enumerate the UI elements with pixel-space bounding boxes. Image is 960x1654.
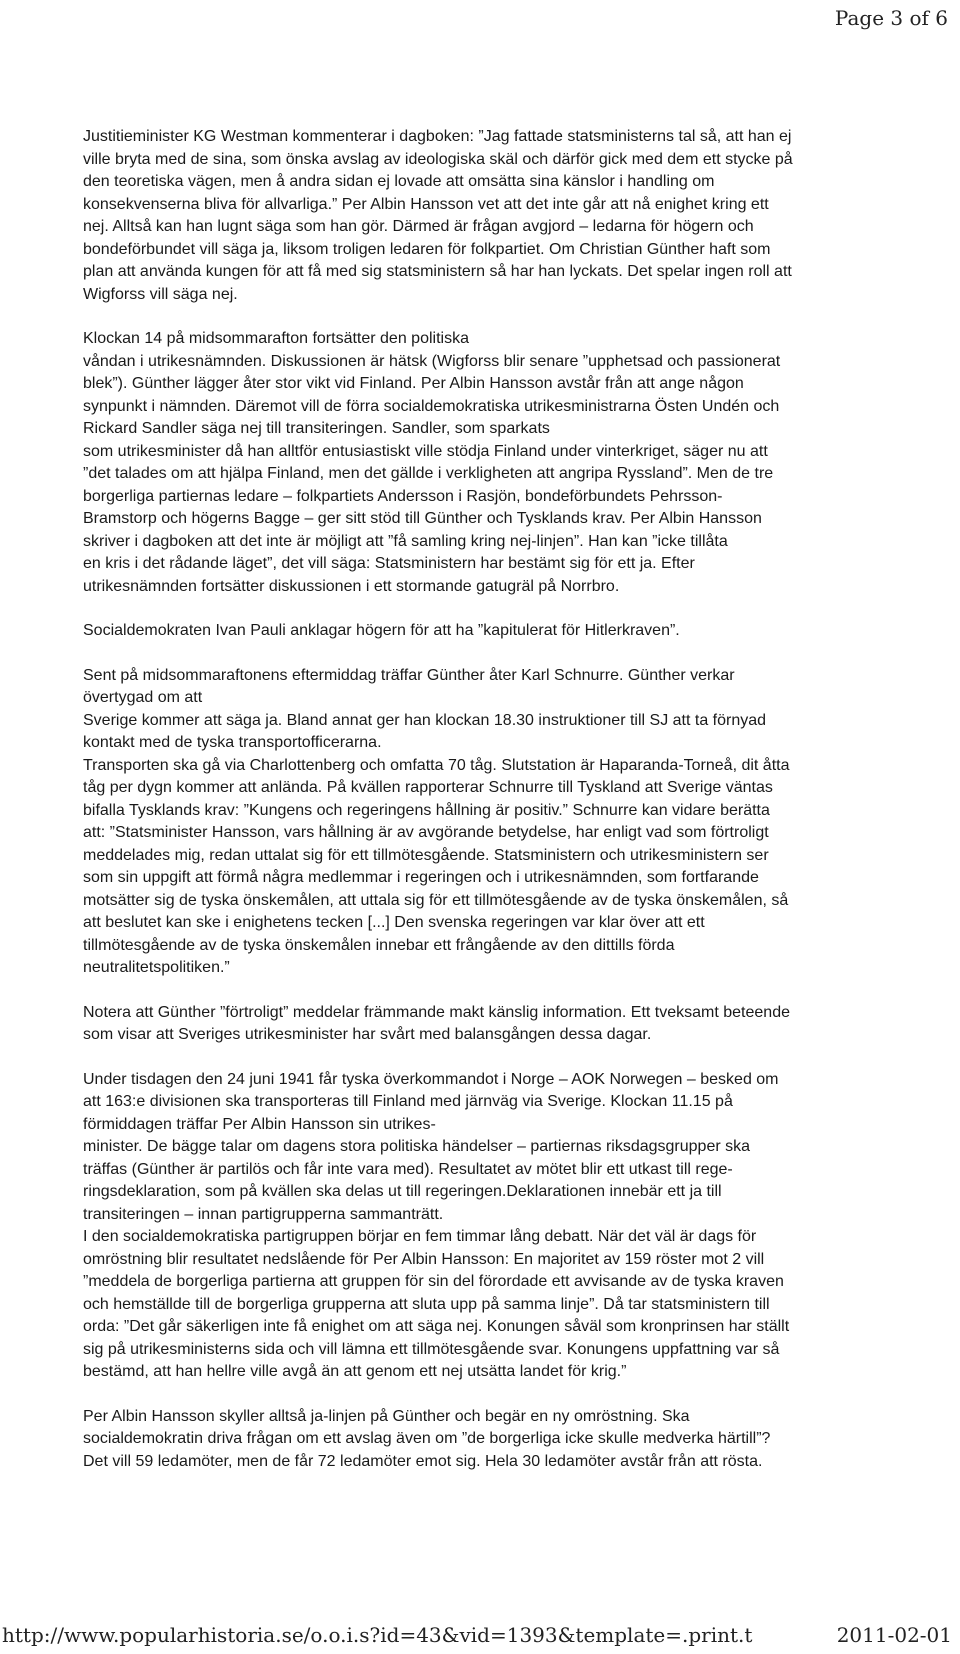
paragraph-line: transiteringen – innan partigrupperna sammanträtt.	[83, 1205, 444, 1223]
paragraph-line: som sin uppgift att förmå några medlemmar i regeringen och i utrikesnämnden, som fortfarande	[83, 869, 759, 886]
paragraph-line: att: ”Statsminister Hansson, vars hållning är av avgörande betydelse, har enligt vad som förtroligt	[83, 824, 769, 841]
paragraph-line: Notera att Günther ”förtroligt” meddelar främmande makt känslig information. Ett tveksamt beteende	[83, 1003, 790, 1021]
paragraph-line: och hemställde till de borgerliga grupperna att sluta upp på samma linje”. Då tar statsministern till	[83, 1295, 770, 1313]
article-paragraph	[83, 126, 883, 306]
paragraph-line: ringsdeklaration, som på kvällen ska delas ut till regeringen.Deklarationen innebär ett ja till	[83, 1183, 722, 1200]
article-paragraph	[83, 1406, 883, 1474]
paragraph-line: bondeförbundet vill säga ja, liksom troligen ledaren för folkpartiet. Om Christian Günther haft som	[83, 240, 771, 258]
paragraph-line: socialdemokratin driva frågan om ett avslag även om ”de borgerliga icke skulle medverka härtill”?	[83, 1430, 771, 1447]
paragraph-line: att beslutet kan ske i enighetens tecken [...] Den svenska regeringen var klar över att ett	[83, 914, 705, 931]
paragraph-line: träffas (Günther är partilös och får inte vara med). Resultatet av mötet blir ett utkast till rege-	[83, 1160, 733, 1178]
paragraph-line: konsekvenserna bliva för allvarliga.” Per Albin Hansson vet att det inte går att nå enighet kring ett	[83, 195, 769, 213]
paragraph-line: bestämd, att han hellre ville avgå än att genom ett nej utsätta landet för krig.”	[83, 1363, 627, 1380]
paragraph-line: ville bryta med de sina, som önska avslag av ideologiska skäl och därför gick med dem ett stycke på	[83, 150, 793, 168]
article-paragraph	[83, 620, 883, 643]
paragraph-spacer	[83, 598, 883, 620]
paragraph-line: omröstning blir resultatet nedslående för Per Albin Hansson: En majoritet av 159 röster mot 2 vill	[83, 1250, 765, 1268]
article-paragraph	[83, 328, 883, 598]
paragraph-line: Transporten ska gå via Charlottenberg och omfatta 70 tåg. Slutstation är Haparanda-Torneå, dit åtta	[83, 756, 790, 774]
paragraph-line: blek”). Günther lägger åter stor vikt vid Finland. Per Albin Hansson avstår från att ange någon	[83, 375, 744, 392]
paragraph-line: Klockan 14 på midsommarafton fortsätter den politiska	[83, 330, 469, 347]
paragraph-line: Justitieminister KG Westman kommenterar i dagboken: ”Jag fattade statsministerns tal så, att han ej	[83, 128, 792, 145]
paragraph-line: Per Albin Hansson skyller alltså ja-linjen på Günther och begär en ny omröstning. Ska	[83, 1407, 690, 1425]
paragraph-line: Sent på midsommaraftonens eftermiddag träffar Günther åter Karl Schnurre. Günther verkar	[83, 666, 735, 684]
paragraph-line: förmiddagen träffar Per Albin Hansson sin utrikes-	[83, 1115, 436, 1133]
article-paragraph	[83, 665, 883, 980]
page-number: Page 3 of 6	[834, 6, 948, 30]
paragraph-line: Rickard Sandler säga nej till transiteringen. Sandler, som sparkats	[83, 420, 550, 437]
paragraph-line: kontakt med de tyska transportofficerarna.	[83, 734, 382, 751]
paragraph-line: synpunkt i nämnden. Däremot vill de förra socialdemokratiska utrikesministrarna Östen Undén och	[83, 397, 780, 415]
footer-url[interactable]: http://www.popularhistoria.se/o.o.i.s?id=43&vid=1393&template=.print.t	[2, 1623, 753, 1647]
paragraph-line: Det vill 59 ledamöter, men de får 72 ledamöter emot sig. Hela 30 ledamöter avstår från att rösta.	[83, 1452, 763, 1470]
article-body	[83, 126, 883, 1473]
paragraph-line: meddelades mig, redan uttalat sig för ett tillmötesgående. Statsministern och utrikesministern ser	[83, 846, 769, 864]
paragraph-line: Wigforss vill säga nej.	[83, 285, 238, 303]
paragraph-line: Socialdemokraten Ivan Pauli anklagar högern för att ha ”kapitulerat för Hitlerkraven”.	[83, 622, 680, 639]
paragraph-line: Bramstorp och högerns Bagge – ger sitt stöd till Günther och Tysklands krav. Per Albin Hansson	[83, 510, 762, 527]
paragraph-spacer	[83, 980, 883, 1002]
paragraph-line: plan att använda kungen för att få med sig statsministern så har han lyckats. Det spelar ingen roll att	[83, 263, 792, 280]
paragraph-line: skriver i dagboken att det inte är möjligt att ”få samling kring nej-linjen”. Han kan ”icke tillåta	[83, 532, 728, 550]
paragraph-line: att 163:e divisionen ska transporteras till Finland med järnväg via Sverige. Klockan 11.15 på	[83, 1093, 733, 1110]
paragraph-line: minister. De bägge talar om dagens stora politiska händelser – partiernas riksdagsgrupper ska	[83, 1138, 751, 1155]
paragraph-line: sig på utrikesministerns sida och vill lämna ett tillmötesgående svar. Konungens uppfattning var så	[83, 1340, 780, 1358]
paragraph-line: bifalla Tysklands krav: ”Kungens och regeringens hållning är positiv.” Schnurre kan vidare berätta	[83, 801, 770, 819]
paragraph-spacer	[83, 306, 883, 328]
paragraph-line: utrikesnämnden fortsätter diskussionen i ett stormande gatugräl på Norrbro.	[83, 577, 620, 595]
paragraph-spacer	[83, 1047, 883, 1069]
paragraph-line: som utrikesminister då han alltför entusiastiskt ville stödja Finland under vinterkriget, säger nu att	[83, 442, 768, 460]
paragraph-line: ”meddela de borgerliga partierna att gruppen för sin del förordade ett avvisande av de tyska kraven	[83, 1273, 784, 1290]
article-paragraph	[83, 1069, 883, 1384]
paragraph-line: tillmötesgående av de tyska önskemålen innebar ett frångående av den dittills förda	[83, 936, 675, 954]
paragraph-line: nej. Alltså kan han lugnt säga som han gör. Därmed är frågan avgjord – ledarna för högern och	[83, 218, 754, 235]
paragraph-line: Sverige kommer att säga ja. Bland annat ger han klockan 18.30 instruktioner till SJ att ta förnyad	[83, 711, 767, 729]
paragraph-line: våndan i utrikesnämnden. Diskussionen är hätsk (Wigforss blir senare ”upphetsad och passionerat	[83, 352, 781, 370]
paragraph-line: neutralitetspolitiken.”	[83, 959, 230, 976]
article-paragraph	[83, 1002, 883, 1047]
paragraph-line: den teoretiska vägen, men å andra sidan ej lovade att omsätta sina känslor i handling om	[83, 173, 715, 190]
paragraph-spacer	[83, 643, 883, 665]
paragraph-line: som visar att Sveriges utrikesminister har svårt med balansgången dessa dagar.	[83, 1026, 652, 1043]
paragraph-line: tåg per dygn kommer att anlända. På kvällen rapporterar Schnurre till Tyskland att Sverige väntas	[83, 779, 773, 796]
paragraph-line: orda: ”Det går säkerligen inte få enighet om att säga nej. Konungen såväl som kronprinsen har ställt	[83, 1318, 790, 1335]
paragraph-line: Under tisdagen den 24 juni 1941 får tyska överkommandot i Norge – AOK Norwegen – besked om	[83, 1070, 779, 1088]
paragraph-line: en kris i det rådande läget”, det vill säga: Statsministern har bestämt sig för ett ja. Efter	[83, 555, 695, 572]
paragraph-line: övertygad om att	[83, 689, 203, 706]
footer-date: 2011-02-01	[836, 1623, 952, 1647]
paragraph-line: ”det talades om att hjälpa Finland, men det gällde i verkligheten att angripa Ryssland”. Men de tre	[83, 465, 774, 482]
paragraph-line: motsätter sig de tyska önskemålen, att uttala sig för ett tillmötesgående av de tyska önskemålen, så	[83, 891, 789, 909]
paragraph-spacer	[83, 1384, 883, 1406]
paragraph-line: borgerliga partiernas ledare – folkpartiets Andersson i Rasjön, bondeförbundets Pehrsson-	[83, 487, 723, 505]
paragraph-line: I den socialdemokratiska partigruppen börjar en fem timmar lång debatt. När det väl är dags för	[83, 1228, 757, 1245]
